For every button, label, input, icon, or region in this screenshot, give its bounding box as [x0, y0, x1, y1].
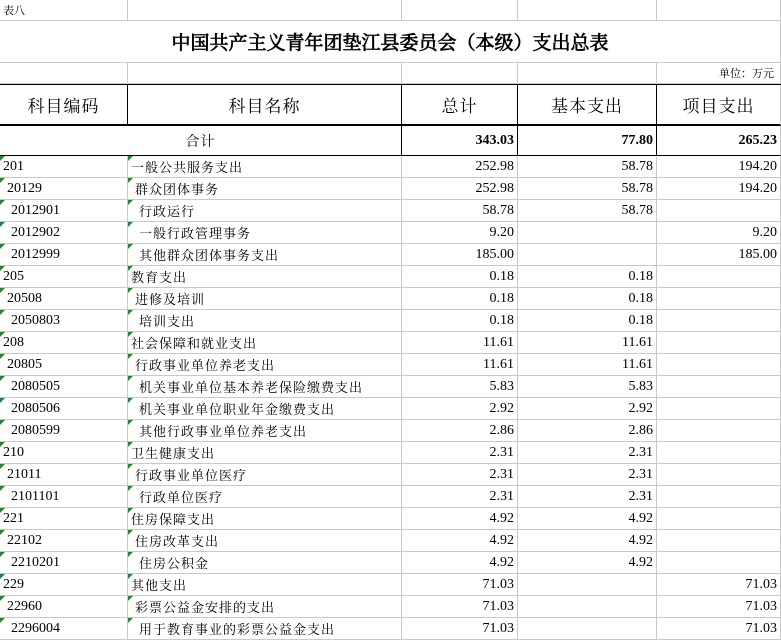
table-row: [0, 222, 781, 244]
total-row: [0, 126, 781, 156]
cell-total[interactable]: 252.98: [402, 178, 518, 200]
cell-basic[interactable]: 0.18: [518, 266, 657, 288]
unit-label[interactable]: 单位：万元: [657, 63, 781, 84]
unit-row: [0, 63, 781, 84]
table-row: [0, 486, 781, 508]
empty-cell[interactable]: [518, 0, 657, 21]
cell-code[interactable]: 2012901: [0, 200, 128, 222]
cell-total[interactable]: 11.61: [402, 354, 518, 376]
cell-project[interactable]: [657, 420, 781, 442]
cell-basic[interactable]: [518, 618, 657, 640]
table-row: [0, 156, 781, 178]
cell-basic[interactable]: 0.18: [518, 310, 657, 332]
cell-total[interactable]: 4.92: [402, 552, 518, 574]
table-row: [0, 552, 781, 574]
cell-basic[interactable]: [518, 596, 657, 618]
cell-basic[interactable]: 2.31: [518, 486, 657, 508]
cell-project[interactable]: [657, 310, 781, 332]
cell-basic[interactable]: 4.92: [518, 530, 657, 552]
table-row: [0, 200, 781, 222]
cell-code[interactable]: 229: [0, 574, 128, 596]
cell-code[interactable]: 2012999: [0, 244, 128, 266]
cell-code[interactable]: 2080599: [0, 420, 128, 442]
cell-basic[interactable]: 2.31: [518, 442, 657, 464]
cell-total[interactable]: 58.78: [402, 200, 518, 222]
cell-project[interactable]: [657, 530, 781, 552]
cell-project[interactable]: 185.00: [657, 244, 781, 266]
cell-name[interactable]: 住房改革支出: [128, 530, 402, 552]
cell-total[interactable]: 185.00: [402, 244, 518, 266]
cell-name[interactable]: 行政单位医疗: [128, 486, 402, 508]
cell-basic[interactable]: 2.31: [518, 464, 657, 486]
empty-cell[interactable]: [518, 63, 657, 84]
cell-name[interactable]: 机关事业单位基本养老保险缴费支出: [128, 376, 402, 398]
cell-name[interactable]: 住房保障支出: [128, 508, 402, 530]
cell-code[interactable]: 210: [0, 442, 128, 464]
cell-basic[interactable]: [518, 574, 657, 596]
cell-total[interactable]: 5.83: [402, 376, 518, 398]
cell-code[interactable]: 2050803: [0, 310, 128, 332]
cell-total[interactable]: 71.03: [402, 574, 518, 596]
table-row: [0, 266, 781, 288]
cell-total[interactable]: 0.18: [402, 266, 518, 288]
cell-project[interactable]: [657, 200, 781, 222]
cell-code[interactable]: 2080506: [0, 398, 128, 420]
cell-project[interactable]: 71.03: [657, 618, 781, 640]
cell-project[interactable]: [657, 464, 781, 486]
table-row: [0, 332, 781, 354]
table-row: [0, 178, 781, 200]
cell-name[interactable]: 行政事业单位医疗: [128, 464, 402, 486]
cell-project[interactable]: [657, 398, 781, 420]
cell-basic[interactable]: 11.61: [518, 354, 657, 376]
cell-code[interactable]: 205: [0, 266, 128, 288]
cell-total[interactable]: 252.98: [402, 156, 518, 178]
cell-name[interactable]: 机关事业单位职业年金缴费支出: [128, 398, 402, 420]
table-title[interactable]: 中国共产主义青年团垫江县委员会（本级）支出总表: [0, 21, 781, 63]
cell-basic[interactable]: 0.18: [518, 288, 657, 310]
cell-basic[interactable]: 4.92: [518, 552, 657, 574]
cell-total[interactable]: 2.31: [402, 464, 518, 486]
cell-name[interactable]: 住房公积金: [128, 552, 402, 574]
cell-code[interactable]: 2012902: [0, 222, 128, 244]
cell-basic[interactable]: 5.83: [518, 376, 657, 398]
cell-name[interactable]: 群众团体事务: [128, 178, 402, 200]
cell-code[interactable]: 208: [0, 332, 128, 354]
cell-name[interactable]: 其他支出: [128, 574, 402, 596]
header-basic[interactable]: 基本支出: [518, 85, 657, 126]
header-row: [0, 84, 781, 126]
cell-basic[interactable]: 2.86: [518, 420, 657, 442]
cell-name[interactable]: 行政事业单位养老支出: [128, 354, 402, 376]
cell-project[interactable]: [657, 354, 781, 376]
header-name[interactable]: 科目名称: [128, 85, 402, 126]
table-row: [0, 442, 781, 464]
cell-project[interactable]: 194.20: [657, 156, 781, 178]
cell-name[interactable]: 一般公共服务支出: [128, 156, 402, 178]
cell-project[interactable]: [657, 442, 781, 464]
table-row: [0, 244, 781, 266]
cell-name[interactable]: 一般行政管理事务: [128, 222, 402, 244]
cell-total[interactable]: 4.92: [402, 508, 518, 530]
total-total[interactable]: 343.03: [402, 126, 518, 156]
cell-code[interactable]: 2210201: [0, 552, 128, 574]
cell-total[interactable]: 0.18: [402, 288, 518, 310]
cell-project[interactable]: [657, 288, 781, 310]
cell-basic[interactable]: 11.61: [518, 332, 657, 354]
sheet-label-row: [0, 0, 781, 21]
cell-name[interactable]: 卫生健康支出: [128, 442, 402, 464]
total-basic[interactable]: 77.80: [518, 126, 657, 156]
table-row: [0, 354, 781, 376]
cell-basic[interactable]: 58.78: [518, 156, 657, 178]
sheet-label[interactable]: 表八: [0, 0, 128, 21]
cell-name[interactable]: 进修及培训: [128, 288, 402, 310]
cell-project[interactable]: [657, 376, 781, 398]
header-code[interactable]: 科目编码: [0, 85, 128, 126]
cell-project[interactable]: 194.20: [657, 178, 781, 200]
cell-total[interactable]: 71.03: [402, 618, 518, 640]
total-label[interactable]: 合计: [0, 126, 402, 156]
table-row: [0, 420, 781, 442]
cell-code[interactable]: 201: [0, 156, 128, 178]
table-row: [0, 288, 781, 310]
table-row: [0, 376, 781, 398]
table-row: [0, 398, 781, 420]
cell-project[interactable]: 71.03: [657, 596, 781, 618]
cell-code[interactable]: 22960: [0, 596, 128, 618]
cell-project[interactable]: 71.03: [657, 574, 781, 596]
empty-cell[interactable]: [402, 63, 518, 84]
cell-name[interactable]: 行政运行: [128, 200, 402, 222]
cell-basic[interactable]: [518, 222, 657, 244]
cell-total[interactable]: 71.03: [402, 596, 518, 618]
cell-basic[interactable]: 58.78: [518, 200, 657, 222]
cell-total[interactable]: 2.31: [402, 486, 518, 508]
cell-total[interactable]: 11.61: [402, 332, 518, 354]
table-row: [0, 310, 781, 332]
cell-code[interactable]: 2080505: [0, 376, 128, 398]
cell-name[interactable]: 教育支出: [128, 266, 402, 288]
table-row: [0, 596, 781, 618]
cell-total[interactable]: 0.18: [402, 310, 518, 332]
table-row: [0, 574, 781, 596]
header-total[interactable]: 总计: [402, 85, 518, 126]
table-row: [0, 464, 781, 486]
cell-project[interactable]: [657, 266, 781, 288]
cell-code[interactable]: 20805: [0, 354, 128, 376]
cell-total[interactable]: 2.31: [402, 442, 518, 464]
cell-code[interactable]: 21011: [0, 464, 128, 486]
cell-basic[interactable]: 2.92: [518, 398, 657, 420]
cell-total[interactable]: 2.86: [402, 420, 518, 442]
empty-cell[interactable]: [0, 63, 128, 84]
cell-code[interactable]: 20129: [0, 178, 128, 200]
cell-project[interactable]: [657, 552, 781, 574]
empty-cell[interactable]: [402, 0, 518, 21]
cell-total[interactable]: 9.20: [402, 222, 518, 244]
cell-name[interactable]: 社会保障和就业支出: [128, 332, 402, 354]
cell-code[interactable]: 2101101: [0, 486, 128, 508]
cell-basic[interactable]: 58.78: [518, 178, 657, 200]
cell-total[interactable]: 4.92: [402, 530, 518, 552]
table-row: [0, 508, 781, 530]
cell-code[interactable]: 22102: [0, 530, 128, 552]
table-row: [0, 618, 781, 640]
cell-code[interactable]: 20508: [0, 288, 128, 310]
cell-project[interactable]: [657, 486, 781, 508]
cell-project[interactable]: [657, 508, 781, 530]
cell-name[interactable]: 用于教育事业的彩票公益金支出: [128, 618, 402, 640]
cell-project[interactable]: 9.20: [657, 222, 781, 244]
cell-code[interactable]: 221: [0, 508, 128, 530]
empty-cell[interactable]: [128, 0, 402, 21]
title-row: [0, 21, 781, 63]
cell-basic[interactable]: 4.92: [518, 508, 657, 530]
cell-name[interactable]: 彩票公益金安排的支出: [128, 596, 402, 618]
total-project[interactable]: 265.23: [657, 126, 781, 156]
cell-name[interactable]: 其他群众团体事务支出: [128, 244, 402, 266]
cell-total[interactable]: 2.92: [402, 398, 518, 420]
table-row: [0, 530, 781, 552]
empty-cell[interactable]: [128, 63, 402, 84]
cell-code[interactable]: 2296004: [0, 618, 128, 640]
header-project[interactable]: 项目支出: [657, 85, 781, 126]
empty-cell[interactable]: [657, 0, 781, 21]
cell-name[interactable]: 培训支出: [128, 310, 402, 332]
cell-basic[interactable]: [518, 244, 657, 266]
cell-name[interactable]: 其他行政事业单位养老支出: [128, 420, 402, 442]
cell-project[interactable]: [657, 332, 781, 354]
